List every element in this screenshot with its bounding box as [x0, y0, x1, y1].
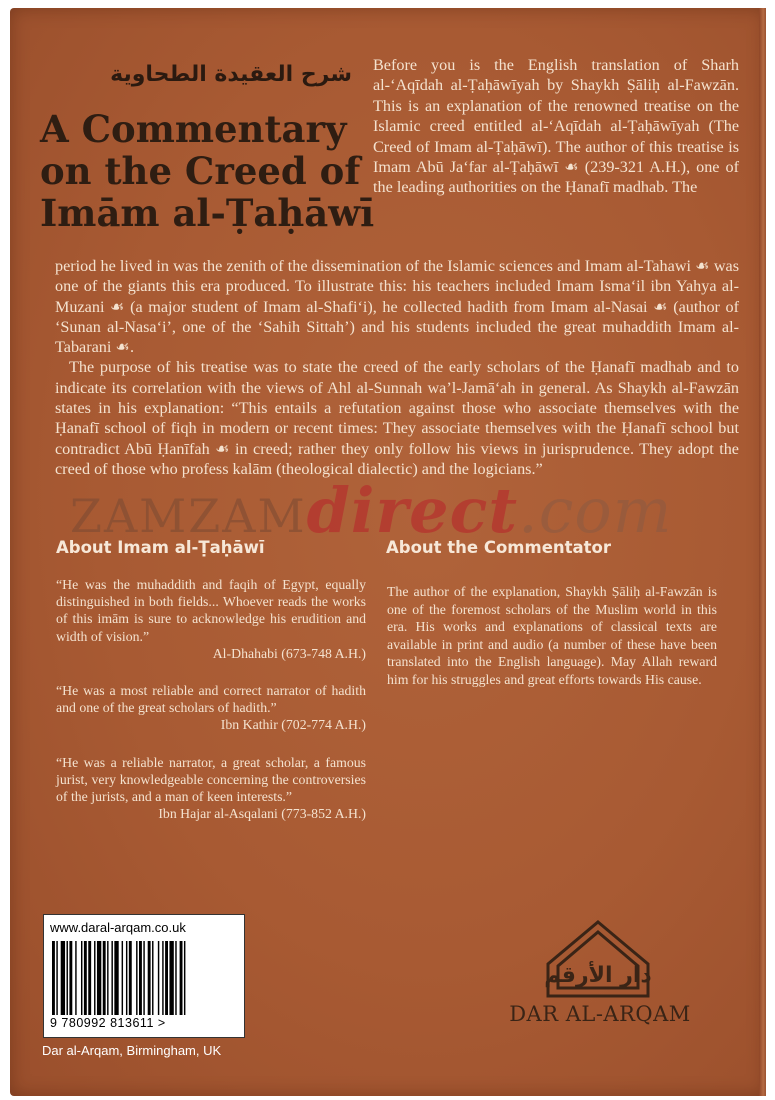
quote-block — [56, 754, 366, 823]
quote-attribution: Ibn Hajar al-Asqalani (773-852 A.H.) — [158, 806, 366, 822]
quote-text: “He was the muhaddith and faqih of Egypt, equally distinguished in both fields... Whoever reads the works of this imām is sure to acknowledge his erudition and width of vision.” — [56, 577, 366, 644]
publisher-logo-name: DAR AL-ARQAM — [509, 1002, 691, 1026]
quote-text: “He was a reliable narrator, a great scholar, a famous jurist, very knowledgeable concerning the controversies of the jurists, and a man of keen interests.” — [56, 754, 366, 805]
about-commentator-heading: About the Commentator — [386, 538, 612, 557]
intro-text: Before you is the English translation of Sharh al-‘Aqīdah al-Ṭaḥāwīyah by Shaykh Ṣāliḥ al-Fawzān. This is an explanation of the renowned treatise on the Islamic creed entitled al-‘Aqīdah al-Ṭaḥāwīyah (The Creed of Imam al-Ṭaḥāwī). The author of this treatise is Imam Abū Ja‘far al-Ṭaḥāwī ☙ (239-321 A.H.), one of the leading authorities on the Ḥanafī madhab. The — [373, 56, 739, 197]
about-imam-heading: About Imam al-Ṭaḥāwī — [56, 538, 265, 557]
quote-text: “He was a most reliable and correct narrator of hadith and one of the great scholars of hadith.” — [56, 683, 366, 716]
book-title — [40, 107, 375, 235]
arabic-title: شرح العقيدة الطحاوية — [110, 62, 352, 87]
description-paragraph-2: The purpose of his treatise was to state the creed of the early scholars of the Ḥanafī madhab and to indicate its correlation with the views of Ahl al-Sunnah wa’l-Jamā‘ah in general. As Shaykh al-Fawzān states in his explanation: “This entails a refutation against those who associate themselves with the Ḥanafī school of fiqh in modern or recent times: They associate themselves with the Ḥanafī school but contradict Abū Ḥanīfah ☙ in creed; rather they only follow his views in jurisprudence. They adopt the creed of those who profess kalām (theological dialectic) and the logicians.” — [55, 358, 739, 478]
description-paragraph-1: period he lived in was the zenith of the dissemination of the Islamic sciences and Imam al-Tahawi ☙ was one of the giants this era produced. To illustrate this: his teachers included Imam Isma‘il ibn Yahya al-Muzani ☙ (a major student of Imam al-Shafi‘i), he collected hadith from Imam al-Nasai ☙ (author of ‘Sunan al-Nasa‘i’, one of the ‘Sahih Sittah’) and his students included the great muhaddith Imam al-Tabarani ☙. — [55, 257, 739, 357]
commentator-text: The author of the explanation, Shaykh Ṣāliḥ al-Fawzān is one of the foremost scholars of the Muslim world in this era. His works and explanations of classical texts are available in print and audio (a number of these have been translated into the English language). May Allah reward him for his struggles and great efforts towards His cause. — [387, 584, 717, 687]
quote-block — [56, 576, 366, 662]
book-title-line-1: A Commentary — [40, 107, 347, 151]
barcode-icon — [52, 941, 236, 1015]
imam-quotes — [56, 576, 366, 842]
description-body — [55, 256, 739, 479]
publisher-location: Dar al-Arqam, Birmingham, UK — [42, 1043, 222, 1058]
intro-paragraph — [373, 55, 739, 198]
quote-block — [56, 682, 366, 734]
cover-edge — [759, 8, 766, 1096]
barcode-panel — [43, 914, 245, 1038]
quote-attribution: Al-Dhahabi (673-748 A.H.) — [212, 645, 366, 661]
book-back-cover — [10, 8, 766, 1096]
publisher-url: www.daral-arqam.co.uk — [50, 920, 186, 935]
quote-attribution: Ibn Kathir (702-774 A.H.) — [220, 717, 366, 733]
book-title-line-3: Imām al-Ṭaḥāwī — [40, 191, 375, 235]
book-title-line-2: on the Creed of — [40, 149, 361, 193]
publisher-logo-icon — [498, 916, 698, 1002]
commentator-bio — [387, 583, 717, 689]
svg-text:دار الأرقم: دار الأرقم — [544, 963, 652, 988]
watermark: ZAMZAMdirect.com — [70, 474, 673, 547]
isbn-number: 9 780992 813611 > — [50, 1016, 166, 1030]
